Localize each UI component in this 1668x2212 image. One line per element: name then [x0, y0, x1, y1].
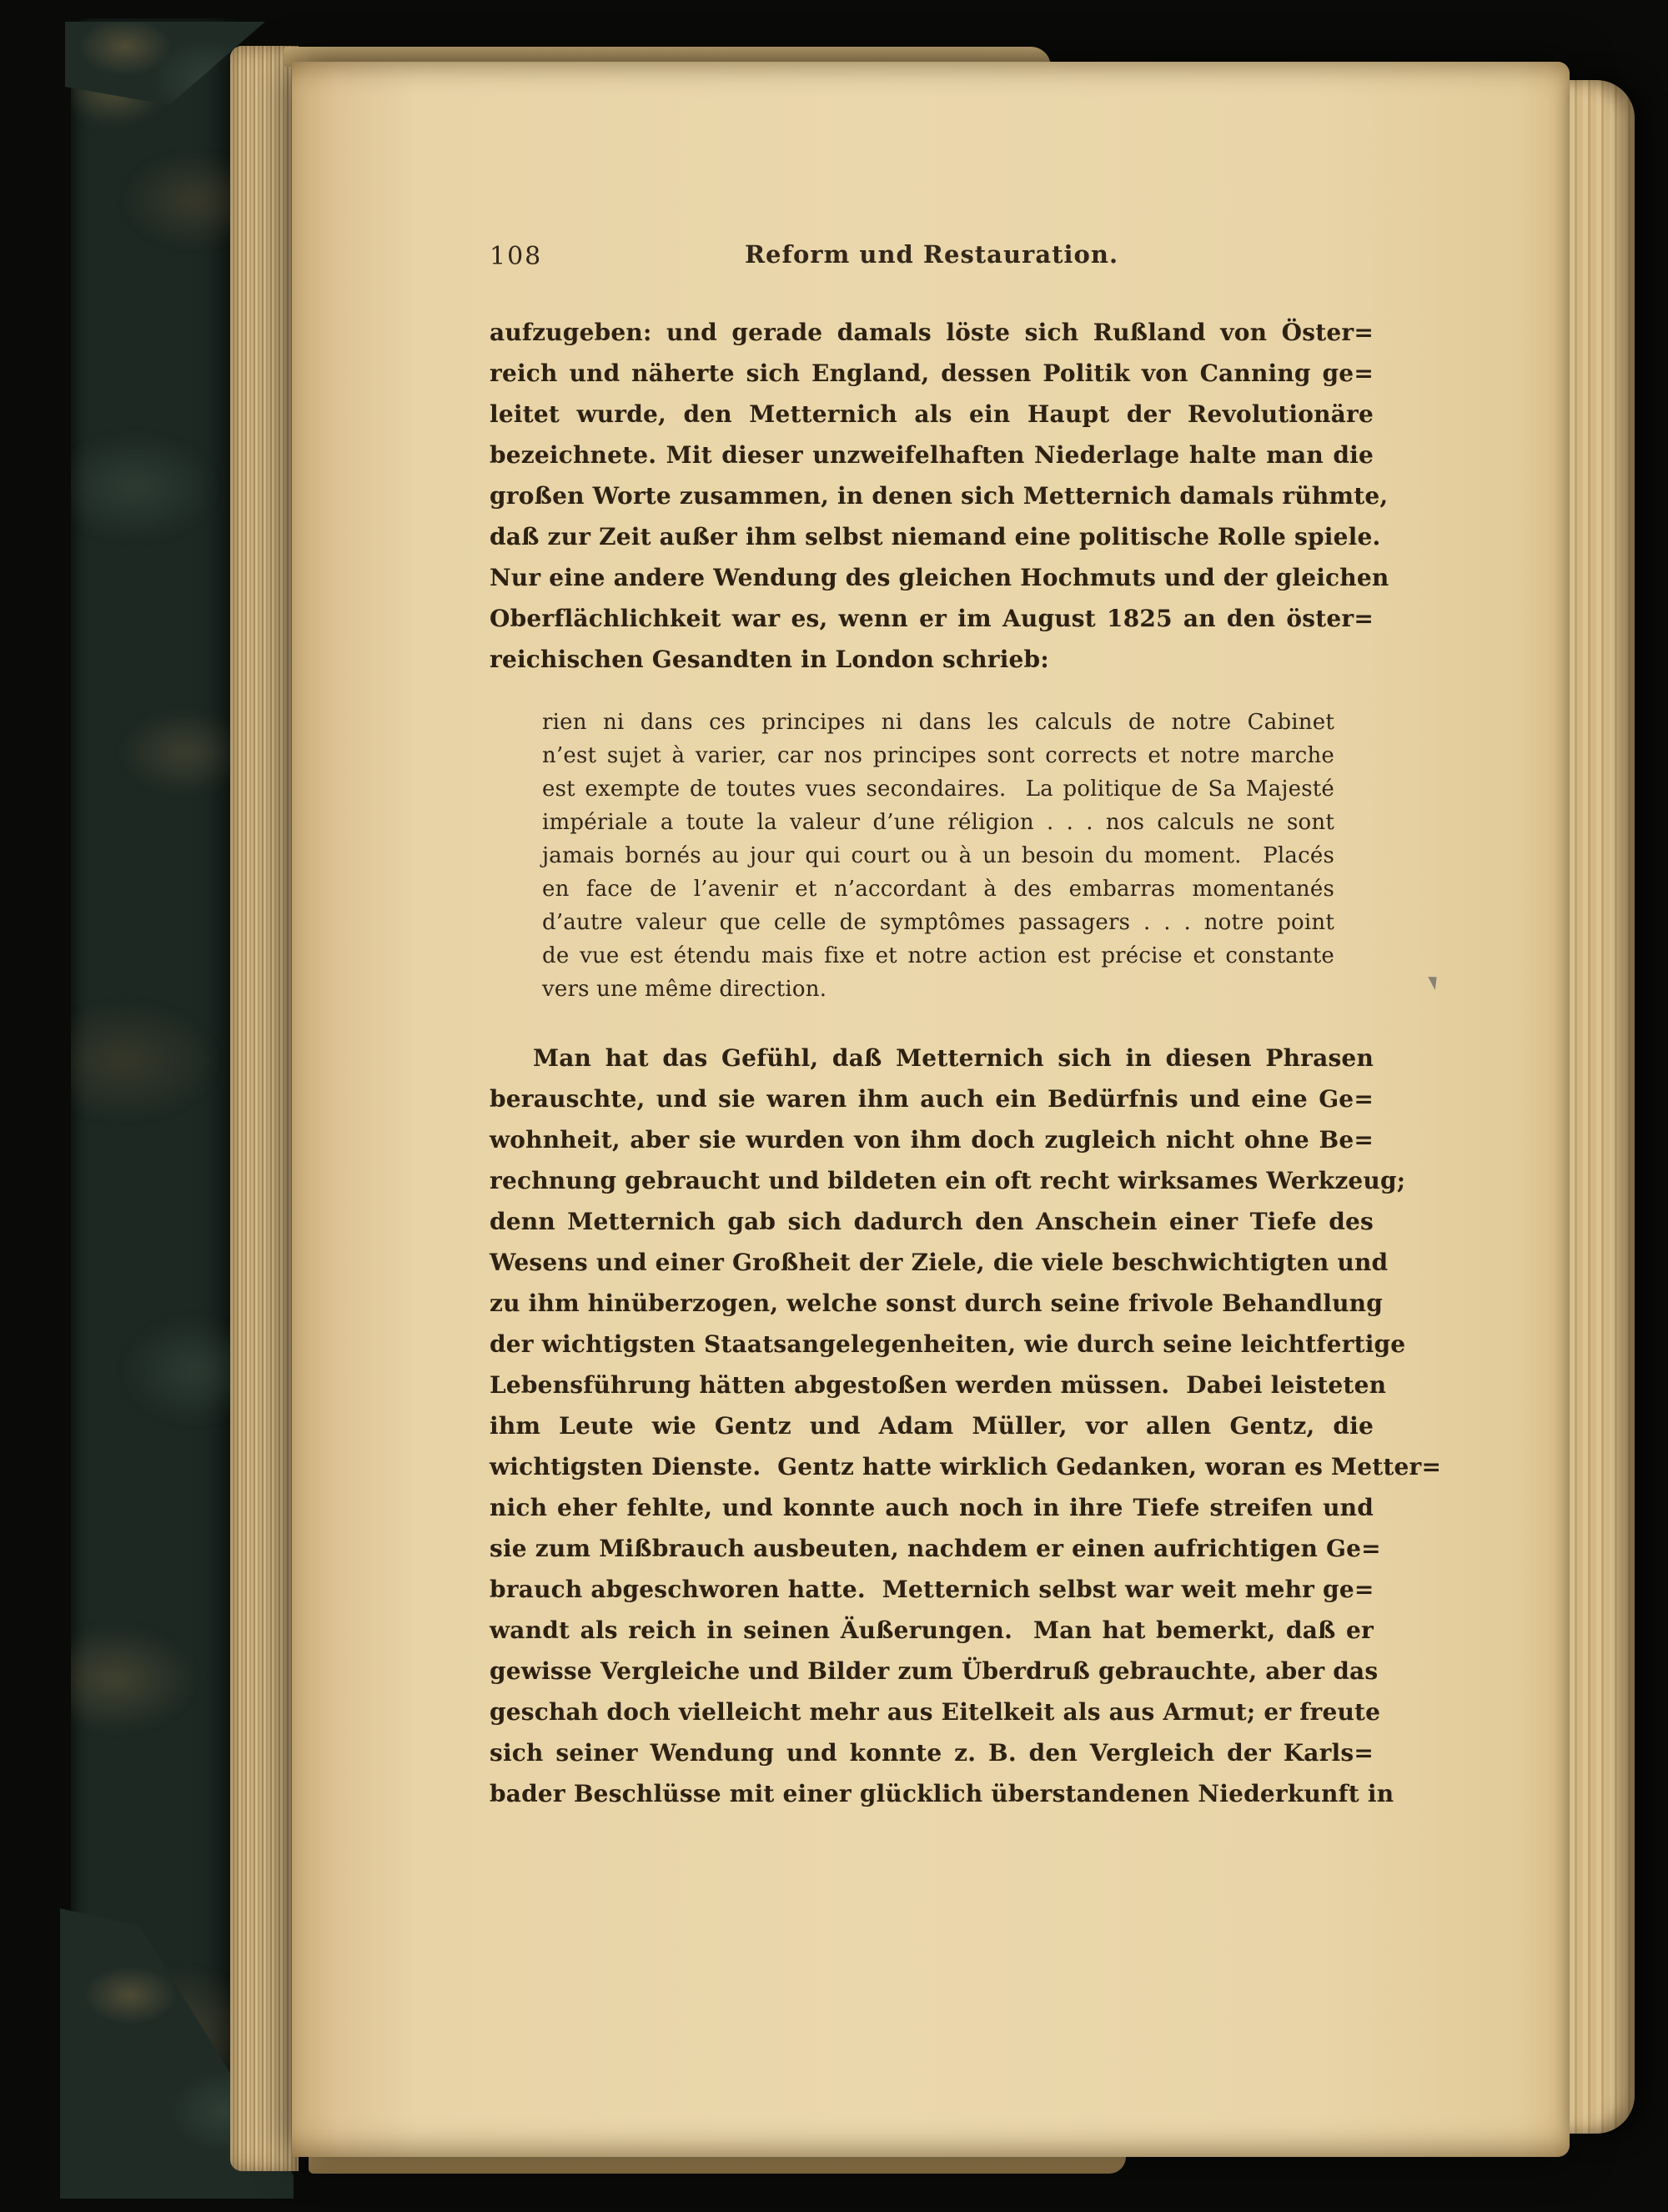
text-line: nich eher fehlte, und konnte auch noch in ihre Tiefe streifen und — [490, 1494, 1374, 1521]
text-line: Lebensführung hätten abgestoßen werden müssen. Dabei leisteten — [490, 1371, 1387, 1399]
paragraph-german-2 — [490, 1038, 1442, 1814]
text-line: berauschte, und sie waren ihm auch ein Bedürfnis und eine Ge= — [490, 1085, 1374, 1113]
text-line: gewisse Vergleiche und Bilder zum Überdruß gebrauchte, aber das — [490, 1657, 1379, 1685]
text-line: de vue est étendu mais fixe et notre action est précise et constante — [542, 943, 1334, 968]
text-line: Nur eine andere Wendung des gleichen Hochmuts und der gleichen — [490, 564, 1389, 591]
text-line: wichtigsten Dienste. Gentz hatte wirklich Gedanken, woran es Metter= — [490, 1453, 1442, 1481]
text-line: vers une même direction. — [542, 977, 827, 1002]
text-line: jamais bornés au jour qui court ou à un besoin du moment. Placés — [542, 843, 1334, 868]
text-line: geschah doch vielleicht mehr aus Eitelkeit als aus Armut; er freute — [490, 1698, 1381, 1726]
text-line: Man hat das Gefühl, daß Metternich sich in diesen Phrasen — [533, 1044, 1374, 1072]
paragraph-german-1 — [490, 312, 1389, 680]
text-line: wohnheit, aber sie wurden von ihm doch zugleich nicht ohne Be= — [490, 1126, 1374, 1154]
text-line: Oberflächlichkeit war es, wenn er im August 1825 an den öster= — [490, 605, 1374, 632]
page-stack-edges — [230, 46, 299, 2171]
text-line: aufzugeben: und gerade damals löste sich Rußland von Öster= — [490, 319, 1374, 346]
text-line: der wichtigsten Staatsangelegenheiten, wie durch seine leichtfertige — [490, 1330, 1406, 1358]
text-line: wandt als reich in seinen Äußerungen. Man hat bemerkt, daß er — [490, 1616, 1374, 1644]
page-number: 108 — [490, 242, 543, 271]
text-line: reichischen Gesandten in London schrieb: — [490, 646, 1049, 673]
text-line: daß zur Zeit außer ihm selbst niemand eine politische Rolle spiele. — [490, 523, 1381, 550]
page-header — [490, 239, 1374, 275]
next-page-fore-edge — [1570, 80, 1635, 2134]
text-line: d’autre valeur que celle de symptômes passagers . . . notre point — [542, 910, 1334, 935]
text-line: großen Worte zusammen, in denen sich Metternich damals rühmte, — [490, 482, 1389, 510]
text-line: rien ni dans ces principes ni dans les calculs de notre Cabinet — [542, 710, 1334, 735]
text-line: bezeichnete. Mit dieser unzweifelhaften Niederlage halte man die — [490, 441, 1374, 469]
text-line: ihm Leute wie Gentz und Adam Müller, vor allen Gentz, die — [490, 1412, 1374, 1440]
text-line: bader Beschlüsse mit einer glücklich überstandenen Niederkunft in — [490, 1780, 1394, 1807]
text-line: sie zum Mißbrauch ausbeuten, nachdem er einen aufrichtigen Ge= — [490, 1535, 1381, 1562]
text-line: n’est sujet à varier, car nos principes sont corrects et notre marche — [542, 743, 1334, 768]
text-line: Wesens und einer Großheit der Ziele, die viele beschwichtigten und — [490, 1249, 1389, 1276]
text-line: impériale a toute la valeur d’une réligion . . . nos calculs ne sont — [542, 810, 1334, 835]
book-spine — [71, 18, 238, 2192]
text-line: en face de l’avenir et n’accordant à des embarras momentanés — [542, 877, 1334, 902]
book-page — [292, 62, 1570, 2157]
text-line: zu ihm hinüberzogen, welche sonst durch seine frivole Behandlung — [490, 1289, 1384, 1317]
text-line: sich seiner Wendung und konnte z. B. den Vergleich der Karls= — [490, 1739, 1374, 1767]
text-line: reich und näherte sich England, dessen Politik von Canning ge= — [490, 359, 1374, 387]
text-line: est exempte de toutes vues secondaires. La politique de Sa Majesté — [542, 777, 1334, 802]
text-line: brauch abgeschworen hatte. Metternich selbst war weit mehr ge= — [490, 1576, 1374, 1603]
french-quote-block — [542, 706, 1334, 1006]
running-head: Reform und Restauration. — [744, 240, 1119, 269]
text-line: rechnung gebraucht und bildeten ein oft recht wirksames Werkzeug; — [490, 1167, 1406, 1194]
page-stack-bottom-edge — [309, 2157, 1126, 2174]
text-line: leitet wurde, den Metternich als ein Haupt der Revolutionäre — [490, 400, 1374, 428]
text-line: denn Metternich gab sich dadurch den Anschein einer Tiefe des — [490, 1208, 1374, 1235]
